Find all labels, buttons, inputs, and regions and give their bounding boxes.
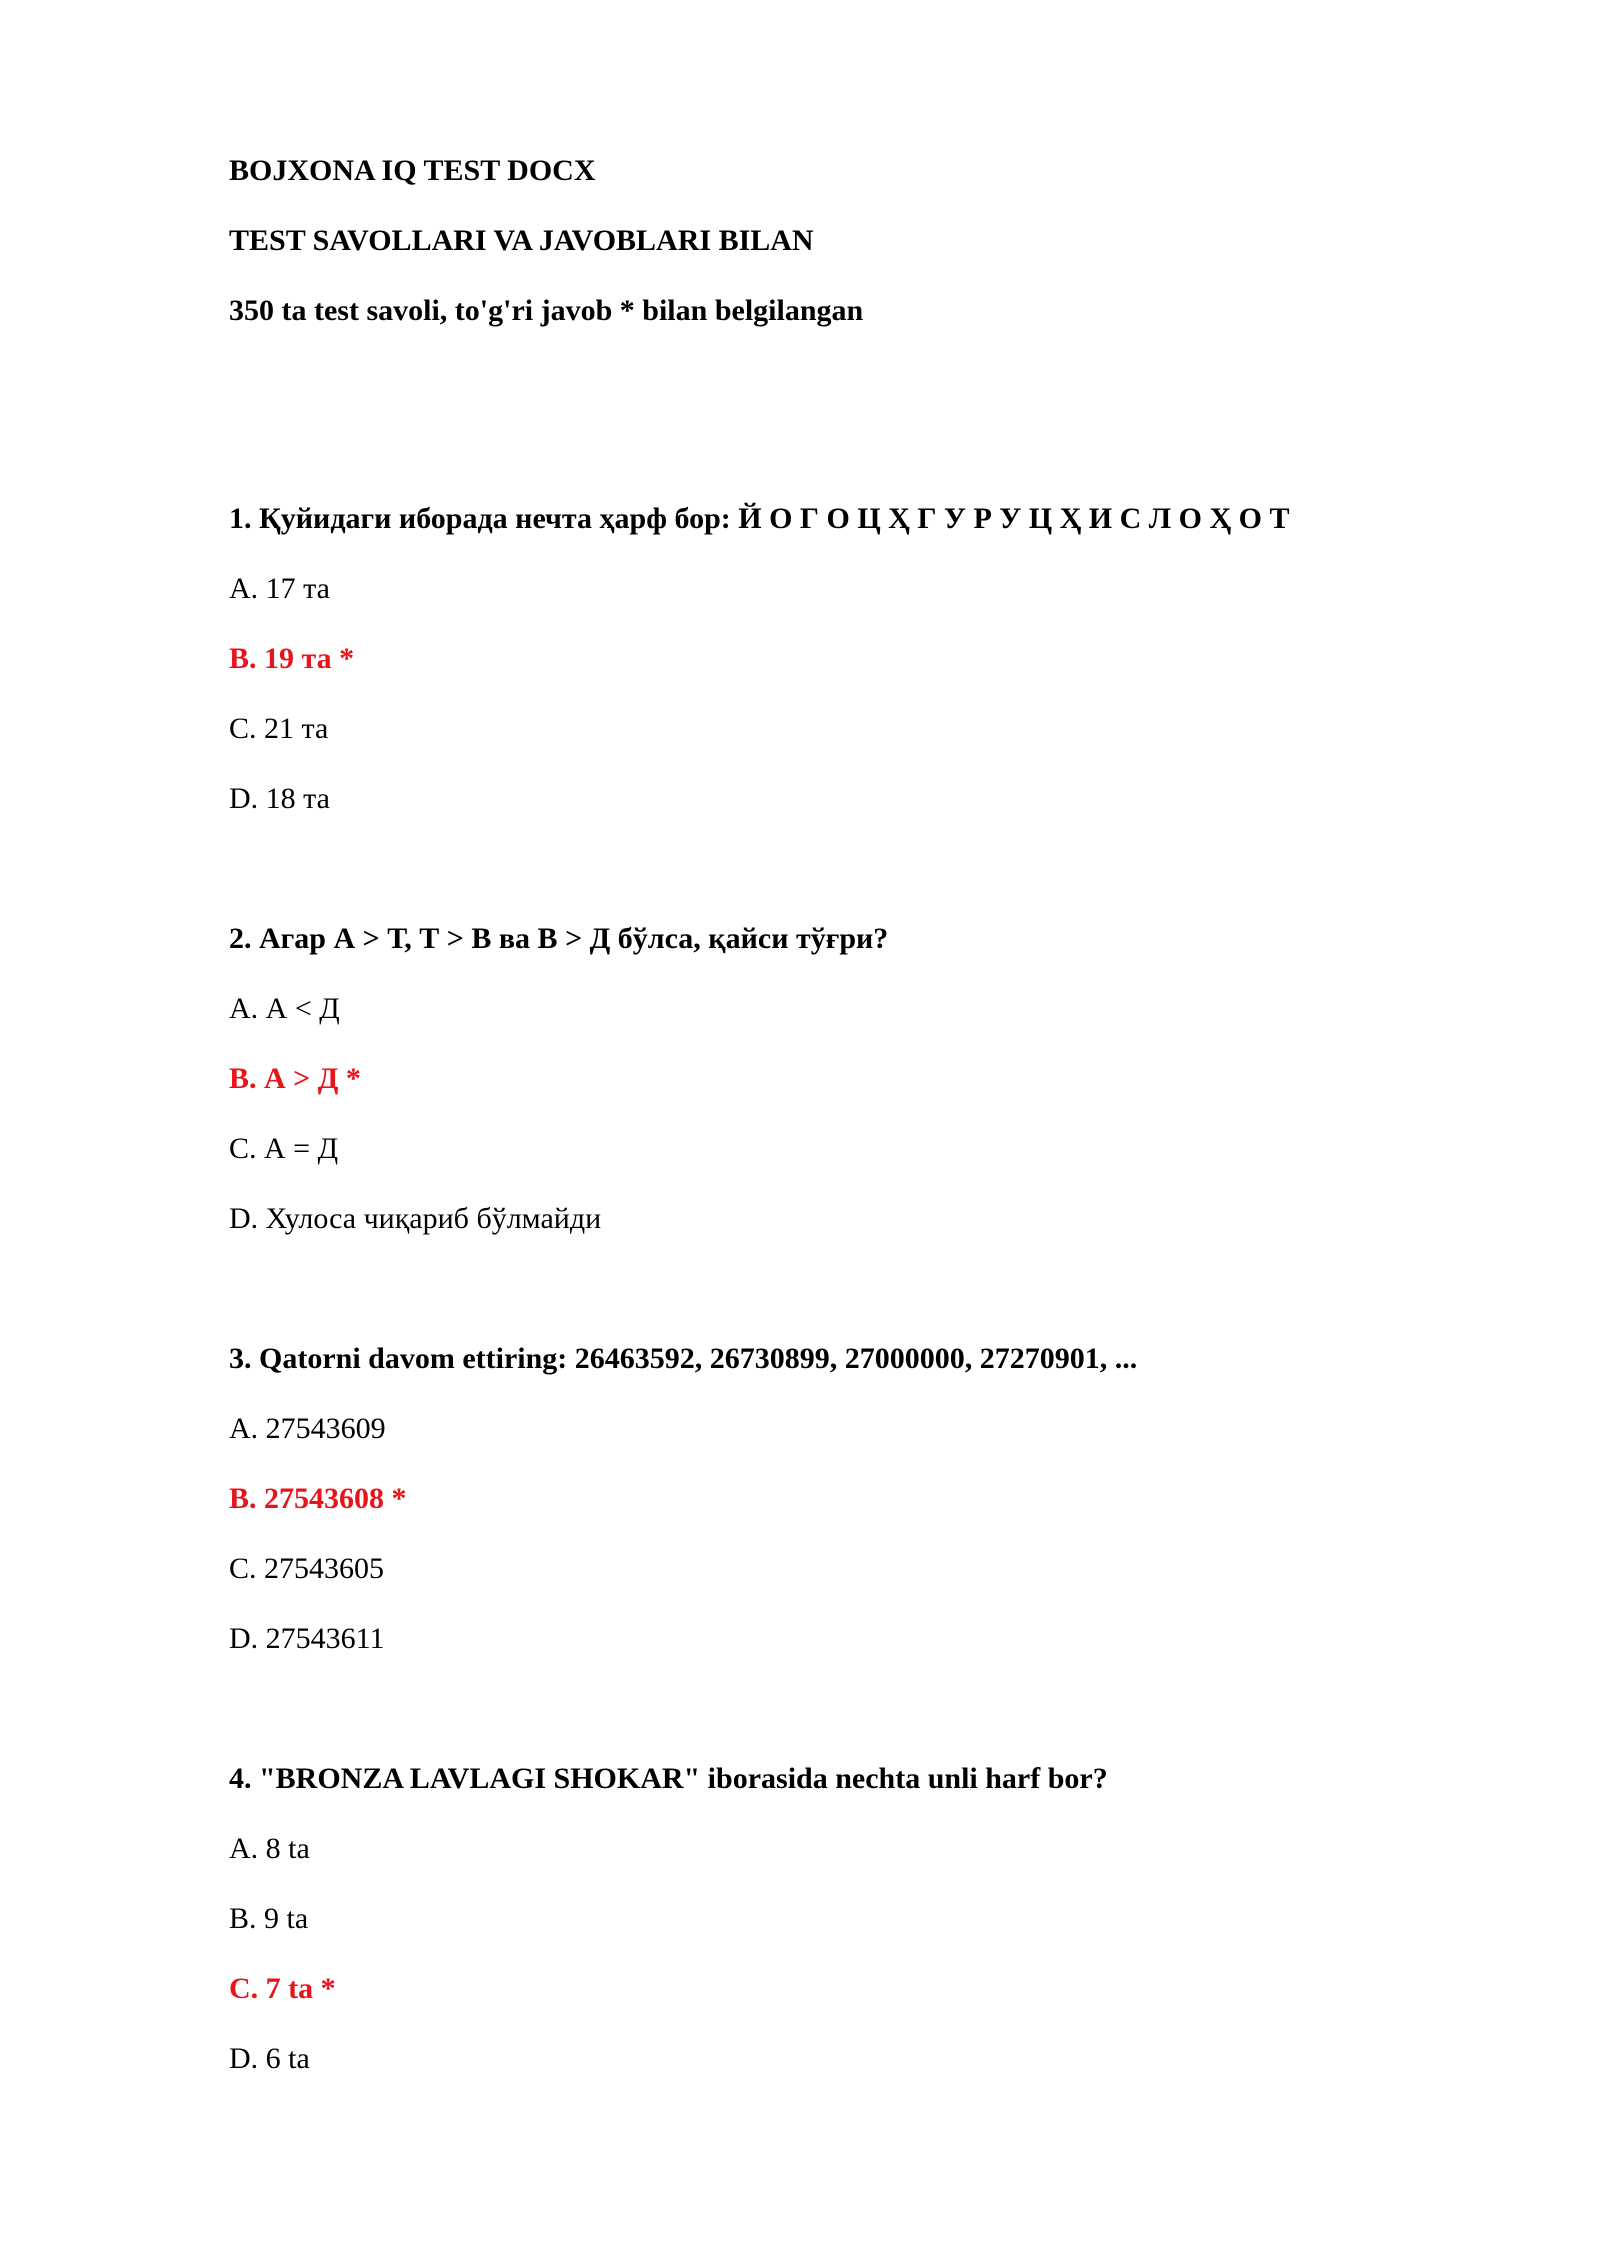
- question-1-option-d: D. 18 та: [229, 782, 330, 815]
- document-subtitle: TEST SAVOLLARI VA JAVOBLARI BILAN: [229, 224, 814, 257]
- question-1-option-a: A. 17 та: [229, 572, 330, 605]
- question-4-option-b: B. 9 ta: [229, 1902, 309, 1935]
- question-4: 4. "BRONZA LAVLAGI SHOKAR" iborasida nechta unli harf bor?: [229, 1762, 1108, 1795]
- question-2-option-d: D. Хулоса чиқариб бўлмайди: [229, 1202, 602, 1235]
- question-3: 3. Qatorni davom ettiring: 26463592, 26730899, 27000000, 27270901, ...: [229, 1342, 1138, 1375]
- question-3-option-b-correct: B. 27543608 *: [229, 1482, 407, 1515]
- question-3-option-c: C. 27543605: [229, 1552, 385, 1585]
- question-4-option-d: D. 6 ta: [229, 2042, 310, 2075]
- question-3-option-d: D. 27543611: [229, 1622, 385, 1655]
- question-1-option-b-correct: B. 19 та *: [229, 642, 355, 675]
- document-note: 350 ta test savoli, to'g'ri javob * bilan belgilangan: [229, 294, 864, 327]
- question-1: 1. Қуйидаги иборада нечта ҳарф бор: Й О Г О Ц Ҳ Г У Р У Ц Ҳ И С Л О Ҳ О Т: [229, 502, 1290, 535]
- question-4-option-c-correct: C. 7 ta *: [229, 1972, 336, 2005]
- document-title: BOJXONA IQ TEST DOCX: [229, 154, 596, 187]
- question-2-option-b-correct: B. А > Д *: [229, 1062, 361, 1095]
- question-1-option-c: C. 21 та: [229, 712, 329, 745]
- question-3-option-a: A. 27543609: [229, 1412, 386, 1445]
- question-2: 2. Агар А > Т, Т > В ва В > Д бўлса, қайси тўғри?: [229, 922, 889, 955]
- question-4-option-a: A. 8 ta: [229, 1832, 310, 1865]
- question-2-option-c: C. А = Д: [229, 1132, 339, 1165]
- question-2-option-a: A. А < Д: [229, 992, 340, 1025]
